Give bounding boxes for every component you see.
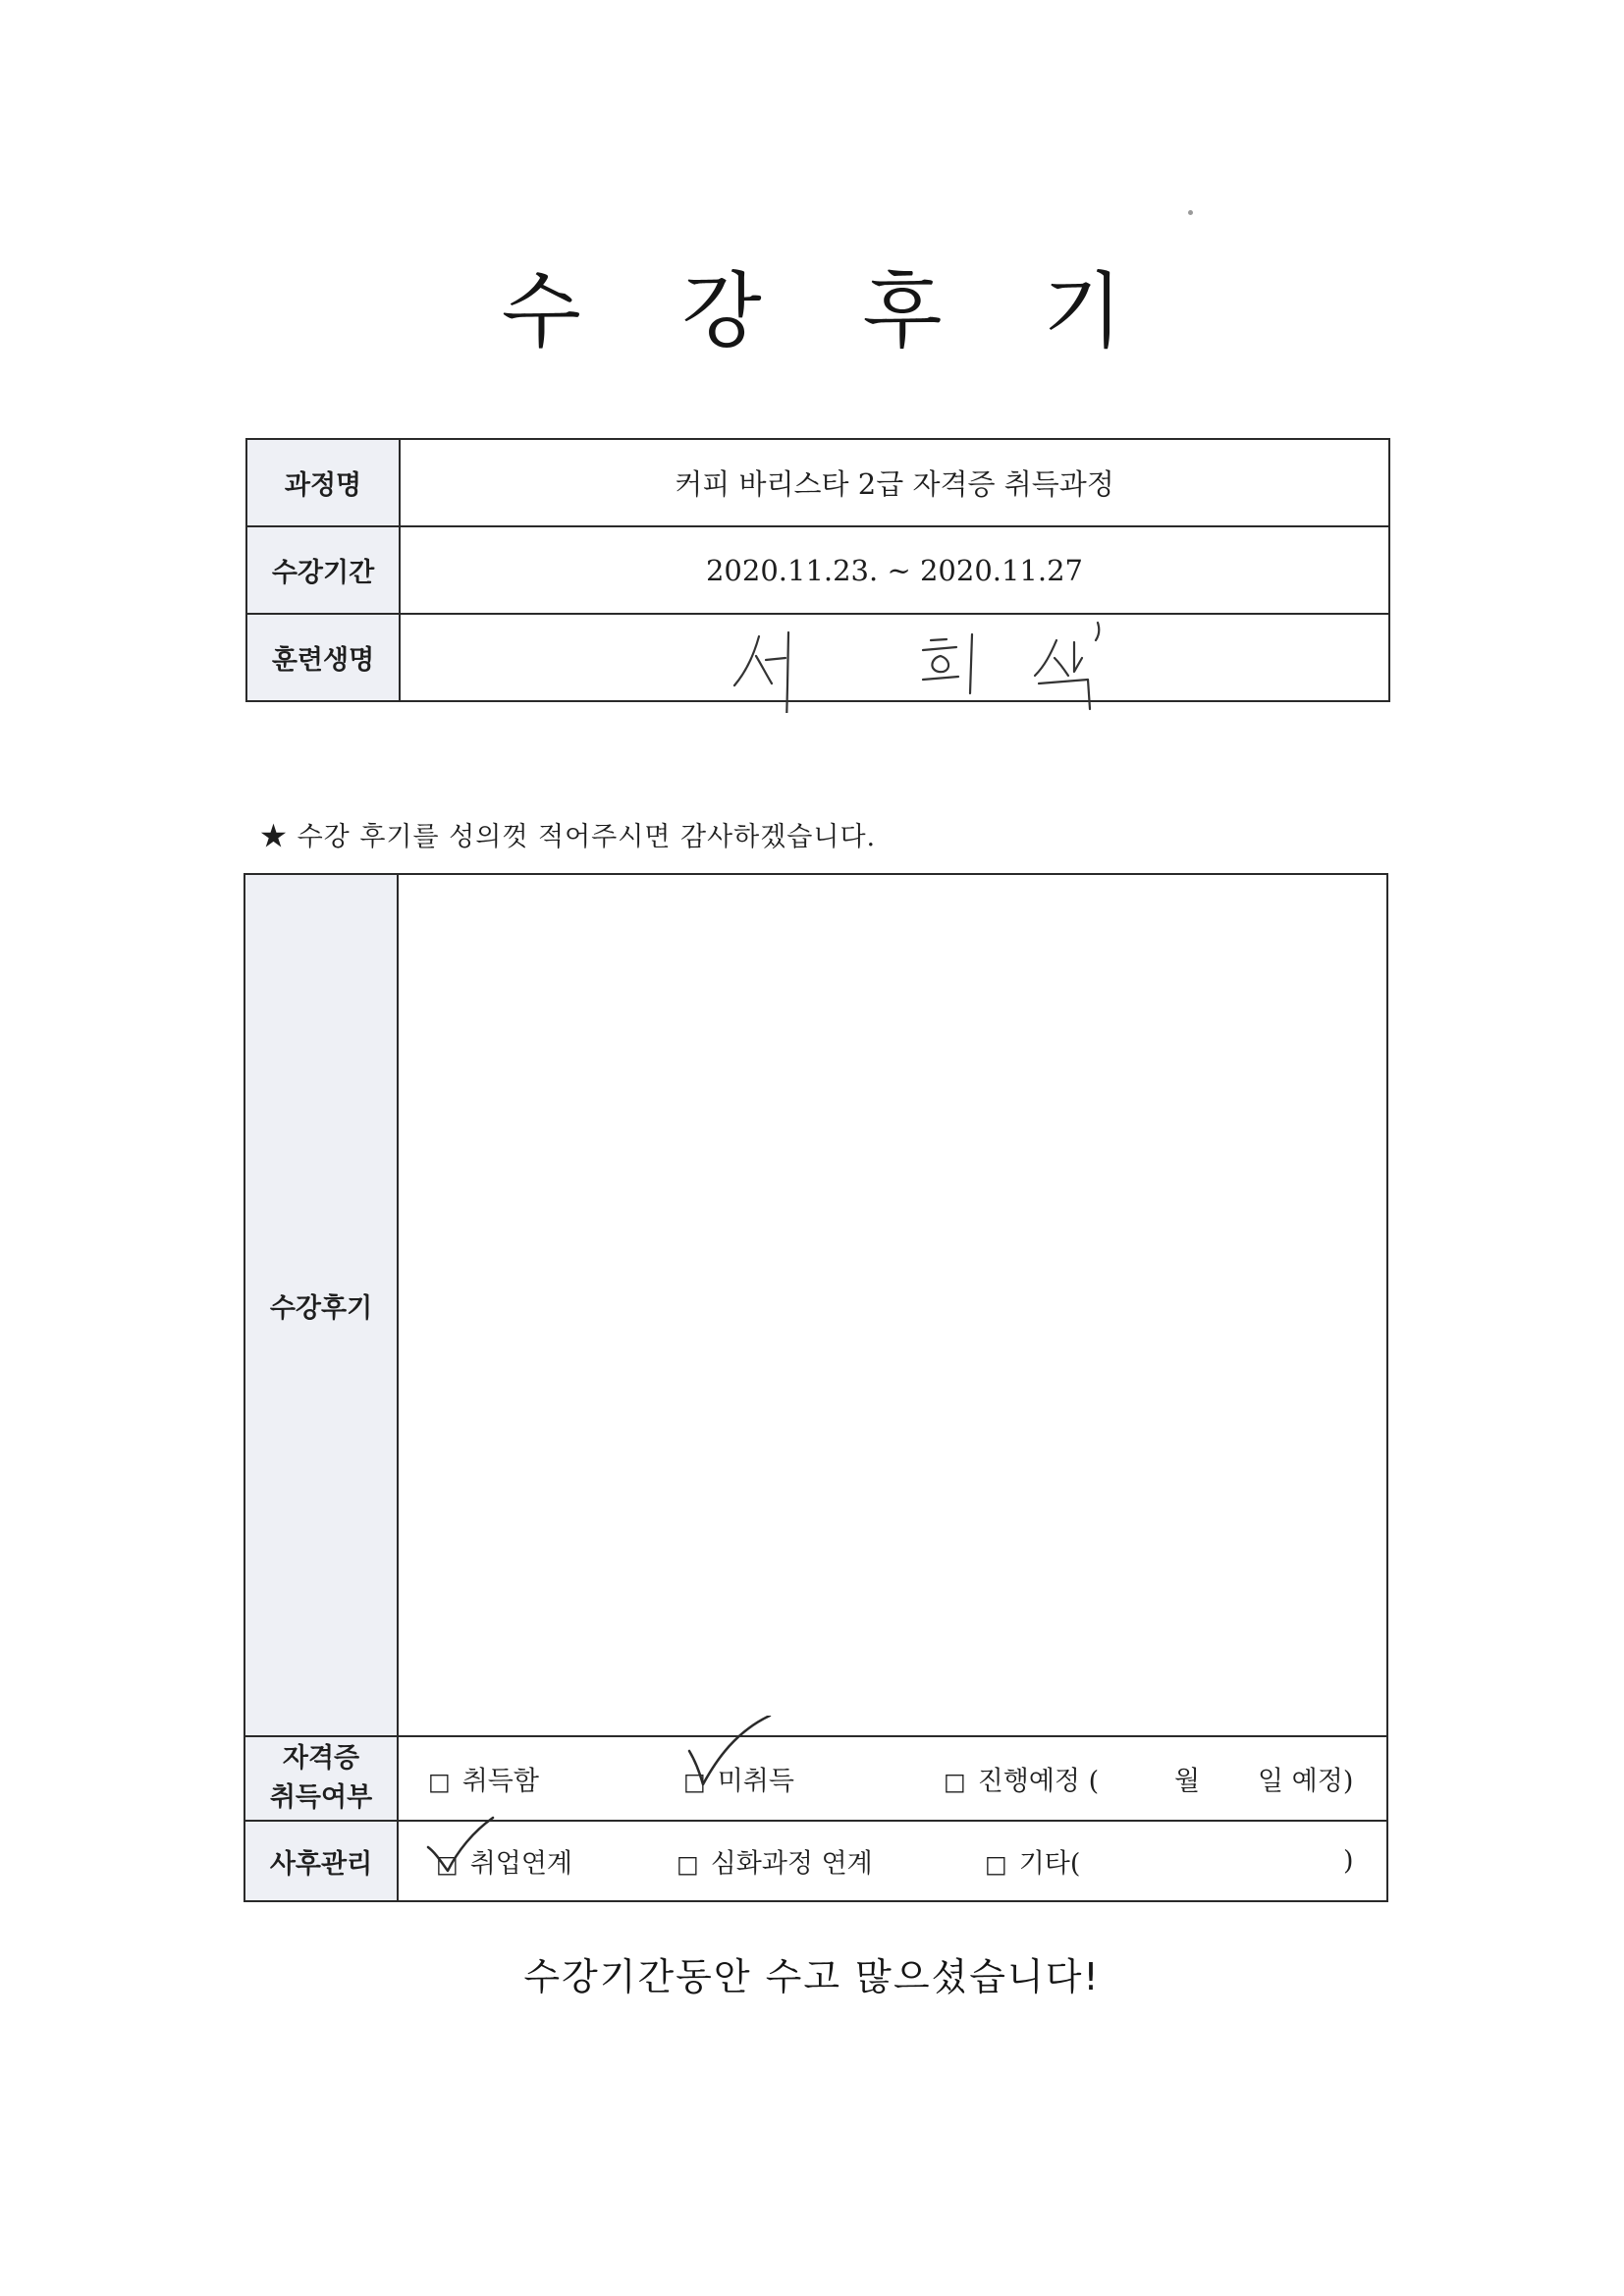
cert-option-obtained[interactable] bbox=[428, 1760, 539, 1798]
cert-option-in-progress-label: 진행예정 ( bbox=[977, 1766, 1100, 1797]
period-value: 2020.11.23. ~ 2020.11.27 bbox=[400, 526, 1389, 614]
review-label: 수강후기 bbox=[244, 874, 398, 1736]
cert-day-label: 일 예정) bbox=[1258, 1766, 1354, 1797]
checkbox-not-obtained[interactable]: □ bbox=[683, 1768, 706, 1796]
cert-option-in-progress[interactable] bbox=[944, 1760, 1099, 1798]
certification-row bbox=[244, 1736, 1387, 1821]
checkbox-employment[interactable]: □ bbox=[436, 1850, 459, 1879]
course-value: 커피 바리스타 2급 자격증 취득과정 bbox=[400, 439, 1389, 526]
signature-handwriting bbox=[401, 615, 1390, 713]
cert-option-not-obtained[interactable] bbox=[683, 1760, 794, 1798]
checkbox-obtained[interactable]: □ bbox=[428, 1768, 451, 1796]
certification-options bbox=[398, 1736, 1387, 1821]
course-row bbox=[246, 439, 1389, 526]
aftercare-label: 사후관리 bbox=[244, 1821, 398, 1901]
trainee-row bbox=[246, 614, 1389, 701]
aftercare-row bbox=[244, 1821, 1387, 1901]
course-label: 과정명 bbox=[246, 439, 400, 526]
review-textarea[interactable] bbox=[398, 874, 1387, 1736]
checkbox-other[interactable]: □ bbox=[985, 1850, 1007, 1879]
period-row bbox=[246, 526, 1389, 614]
closing-message: 수강기간동안 수고 많으셨습니다! bbox=[523, 1955, 1101, 1998]
period-label: 수강기간 bbox=[246, 526, 400, 614]
certification-label-line1: 자격증 bbox=[282, 1743, 360, 1774]
review-row bbox=[244, 874, 1387, 1736]
aftercare-option-employment[interactable] bbox=[436, 1842, 572, 1881]
checkbox-advanced[interactable]: □ bbox=[677, 1850, 699, 1879]
cert-option-obtained-label: 취득함 bbox=[461, 1766, 539, 1797]
certification-label-line2: 취득여부 bbox=[269, 1782, 373, 1813]
aftercare-option-advanced[interactable] bbox=[677, 1842, 873, 1881]
certification-label bbox=[244, 1736, 398, 1821]
aftercare-options bbox=[398, 1821, 1387, 1901]
checkbox-in-progress[interactable]: □ bbox=[944, 1768, 966, 1796]
cert-option-not-obtained-label: 미취득 bbox=[717, 1766, 794, 1797]
trainee-signature bbox=[400, 614, 1389, 701]
trainee-label: 훈련생명 bbox=[246, 614, 400, 701]
cert-month-label: 월 bbox=[1174, 1766, 1201, 1797]
review-table bbox=[244, 873, 1388, 1902]
aftercare-option-advanced-label: 심화과정 연계 bbox=[710, 1848, 873, 1880]
page-title: 수 강 후 기 bbox=[501, 263, 1161, 359]
aftercare-option-employment-label: 취업연계 bbox=[469, 1848, 573, 1880]
aftercare-option-other[interactable] bbox=[985, 1842, 1080, 1881]
aftercare-option-other-label: 기타( bbox=[1018, 1848, 1081, 1880]
info-table bbox=[245, 438, 1390, 702]
scan-speck bbox=[1188, 210, 1193, 215]
notice-text: ★ 수강 후기를 성의껏 적어주시면 감사하겠습니다. bbox=[260, 822, 877, 852]
aftercare-other-close-paren: ) bbox=[1343, 1845, 1354, 1877]
